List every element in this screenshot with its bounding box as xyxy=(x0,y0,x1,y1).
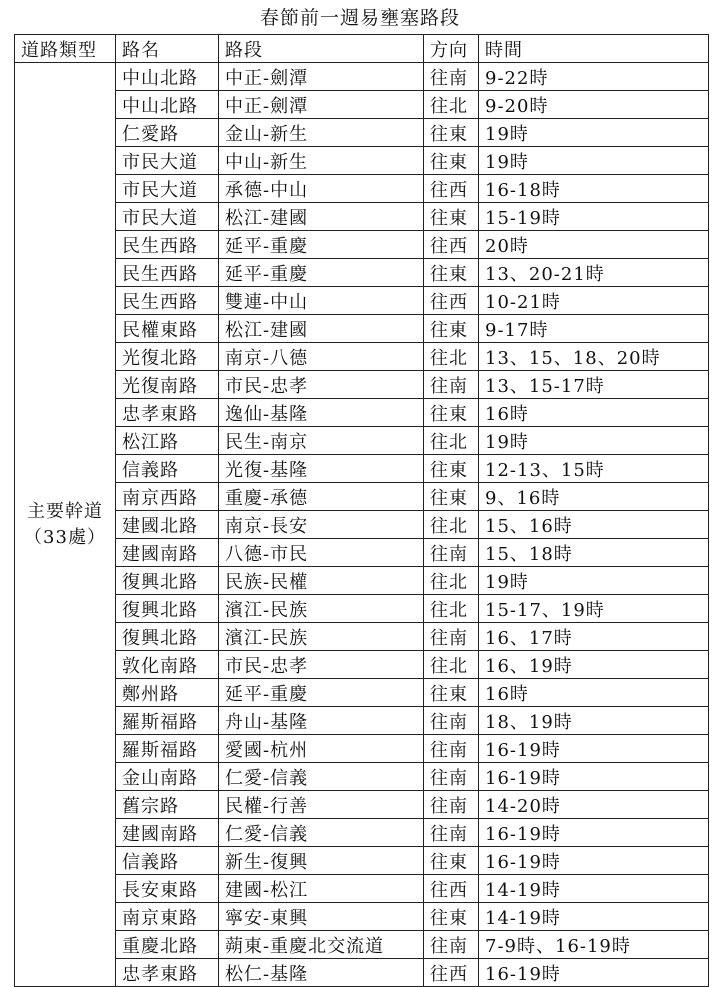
direction-cell: 往西 xyxy=(424,175,479,203)
segment-cell: 中山-新生 xyxy=(219,147,424,175)
direction-cell: 往南 xyxy=(424,623,479,651)
page-title: 春節前一週易壅塞路段 xyxy=(259,7,460,29)
segment-cell: 濱江-民族 xyxy=(219,623,424,651)
road-name-cell: 民生西路 xyxy=(116,259,219,287)
segment-cell: 承德-中山 xyxy=(219,175,424,203)
table-row xyxy=(15,91,709,119)
direction-cell: 往南 xyxy=(424,819,479,847)
direction-cell: 往東 xyxy=(424,203,479,231)
header-road-name: 路名 xyxy=(116,35,219,63)
road-name-cell: 建國南路 xyxy=(116,819,219,847)
road-name-cell: 建國南路 xyxy=(116,539,219,567)
road-name-cell: 建國北路 xyxy=(116,511,219,539)
time-cell: 16時 xyxy=(479,679,709,707)
direction-cell: 往東 xyxy=(424,455,479,483)
table-row xyxy=(15,399,709,427)
table-body xyxy=(15,63,709,987)
road-name-cell: 羅斯福路 xyxy=(116,735,219,763)
road-name-cell: 重慶北路 xyxy=(116,931,219,959)
direction-cell: 往北 xyxy=(424,595,479,623)
table-row xyxy=(15,203,709,231)
segment-cell: 民生-南京 xyxy=(219,427,424,455)
header-time: 時間 xyxy=(479,35,709,63)
road-name-cell: 敦化南路 xyxy=(116,651,219,679)
road-name-cell: 光復南路 xyxy=(116,371,219,399)
road-name-cell: 羅斯福路 xyxy=(116,707,219,735)
table-row xyxy=(15,595,709,623)
time-cell: 15、18時 xyxy=(479,539,709,567)
road-name-cell: 信義路 xyxy=(116,455,219,483)
segment-cell: 新生-復興 xyxy=(219,847,424,875)
segment-cell: 南京-長安 xyxy=(219,511,424,539)
time-cell: 15-19時 xyxy=(479,203,709,231)
time-cell: 13、20-21時 xyxy=(479,259,709,287)
road-name-cell: 復興北路 xyxy=(116,623,219,651)
table-row xyxy=(15,259,709,287)
time-cell: 14-20時 xyxy=(479,791,709,819)
road-name-cell: 民生西路 xyxy=(116,231,219,259)
direction-cell: 往南 xyxy=(424,763,479,791)
time-cell: 9、16時 xyxy=(479,483,709,511)
segment-cell: 蒴東-重慶北交流道 xyxy=(219,931,424,959)
segment-cell: 市民-忠孝 xyxy=(219,371,424,399)
segment-cell: 松仁-基隆 xyxy=(219,959,424,987)
segment-cell: 濱江-民族 xyxy=(219,595,424,623)
table-row xyxy=(15,763,709,791)
segment-cell: 中正-劍潭 xyxy=(219,63,424,91)
direction-cell: 往北 xyxy=(424,91,479,119)
table-row xyxy=(15,483,709,511)
table-row xyxy=(15,651,709,679)
direction-cell: 往北 xyxy=(424,651,479,679)
road-type-count: （33處） xyxy=(24,526,106,548)
direction-cell: 往北 xyxy=(424,567,479,595)
direction-cell: 往東 xyxy=(424,903,479,931)
direction-cell: 往北 xyxy=(424,511,479,539)
segment-cell: 民族-民權 xyxy=(219,567,424,595)
table-row xyxy=(15,735,709,763)
road-name-cell: 舊宗路 xyxy=(116,791,219,819)
road-name-cell: 長安東路 xyxy=(116,875,219,903)
time-cell: 9-22時 xyxy=(479,63,709,91)
table-row xyxy=(15,427,709,455)
header-direction: 方向 xyxy=(424,35,479,63)
segment-cell: 仁愛-信義 xyxy=(219,819,424,847)
time-cell: 16-19時 xyxy=(479,819,709,847)
time-cell: 16-19時 xyxy=(479,959,709,987)
segment-cell: 逸仙-基隆 xyxy=(219,399,424,427)
table-row xyxy=(15,63,709,91)
segment-cell: 舟山-基隆 xyxy=(219,707,424,735)
time-cell: 9-20時 xyxy=(479,91,709,119)
table-row xyxy=(15,791,709,819)
direction-cell: 往東 xyxy=(424,119,479,147)
segment-cell: 市民-忠孝 xyxy=(219,651,424,679)
time-cell: 16、17時 xyxy=(479,623,709,651)
header-segment: 路段 xyxy=(219,35,424,63)
road-name-cell: 市民大道 xyxy=(116,203,219,231)
direction-cell: 往南 xyxy=(424,791,479,819)
road-name-cell: 松江路 xyxy=(116,427,219,455)
direction-cell: 往南 xyxy=(424,371,479,399)
direction-cell: 往南 xyxy=(424,63,479,91)
road-name-cell: 南京西路 xyxy=(116,483,219,511)
segment-cell: 中正-劍潭 xyxy=(219,91,424,119)
table-row xyxy=(15,567,709,595)
road-name-cell: 復興北路 xyxy=(116,595,219,623)
direction-cell: 往南 xyxy=(424,707,479,735)
direction-cell: 往西 xyxy=(424,959,479,987)
table-row xyxy=(15,371,709,399)
time-cell: 9-17時 xyxy=(479,315,709,343)
table-row xyxy=(15,959,709,987)
direction-cell: 往北 xyxy=(424,427,479,455)
road-name-cell: 市民大道 xyxy=(116,147,219,175)
time-cell: 19時 xyxy=(479,119,709,147)
segment-cell: 雙連-中山 xyxy=(219,287,424,315)
time-cell: 16-19時 xyxy=(479,735,709,763)
road-name-cell: 鄭州路 xyxy=(116,679,219,707)
table-row xyxy=(15,931,709,959)
table-row xyxy=(15,539,709,567)
time-cell: 13、15-17時 xyxy=(479,371,709,399)
segment-cell: 光復-基隆 xyxy=(219,455,424,483)
road-name-cell: 忠孝東路 xyxy=(116,959,219,987)
direction-cell: 往東 xyxy=(424,483,479,511)
segment-cell: 松江-建國 xyxy=(219,315,424,343)
road-type-name: 主要幹道 xyxy=(27,500,103,522)
time-cell: 14-19時 xyxy=(479,903,709,931)
time-cell: 16時 xyxy=(479,399,709,427)
direction-cell: 往南 xyxy=(424,735,479,763)
time-cell: 18、19時 xyxy=(479,707,709,735)
time-cell: 19時 xyxy=(479,567,709,595)
road-name-cell: 民生西路 xyxy=(116,287,219,315)
table-row xyxy=(15,343,709,371)
table-header-row xyxy=(15,35,709,63)
segment-cell: 建國-松江 xyxy=(219,875,424,903)
direction-cell: 往東 xyxy=(424,399,479,427)
segment-cell: 南京-八德 xyxy=(219,343,424,371)
table-row xyxy=(15,875,709,903)
segment-cell: 松江-建國 xyxy=(219,203,424,231)
time-cell: 14-19時 xyxy=(479,875,709,903)
time-cell: 16-18時 xyxy=(479,175,709,203)
road-name-cell: 信義路 xyxy=(116,847,219,875)
table-row xyxy=(15,119,709,147)
segment-cell: 寧安-東興 xyxy=(219,903,424,931)
time-cell: 13、15、18、20時 xyxy=(479,343,709,371)
time-cell: 20時 xyxy=(479,231,709,259)
time-cell: 16-19時 xyxy=(479,763,709,791)
time-cell: 15-17、19時 xyxy=(479,595,709,623)
road-type-cell xyxy=(15,63,116,987)
road-name-cell: 光復北路 xyxy=(116,343,219,371)
table-row xyxy=(15,455,709,483)
time-cell: 10-21時 xyxy=(479,287,709,315)
direction-cell: 往東 xyxy=(424,315,479,343)
road-name-cell: 忠孝東路 xyxy=(116,399,219,427)
road-name-cell: 復興北路 xyxy=(116,567,219,595)
segment-cell: 八德-市民 xyxy=(219,539,424,567)
table-row xyxy=(15,511,709,539)
segment-cell: 金山-新生 xyxy=(219,119,424,147)
time-cell: 16-19時 xyxy=(479,847,709,875)
time-cell: 7-9時、16-19時 xyxy=(479,931,709,959)
segment-cell: 仁愛-信義 xyxy=(219,763,424,791)
table-row xyxy=(15,315,709,343)
congestion-table xyxy=(14,34,709,987)
table-row xyxy=(15,623,709,651)
direction-cell: 往西 xyxy=(424,231,479,259)
direction-cell: 往西 xyxy=(424,875,479,903)
table-row xyxy=(15,147,709,175)
road-name-cell: 中山北路 xyxy=(116,91,219,119)
segment-cell: 愛國-杭州 xyxy=(219,735,424,763)
time-cell: 16、19時 xyxy=(479,651,709,679)
time-cell: 19時 xyxy=(479,147,709,175)
road-name-cell: 民權東路 xyxy=(116,315,219,343)
table-row xyxy=(15,707,709,735)
table-row xyxy=(15,175,709,203)
segment-cell: 延平-重慶 xyxy=(219,679,424,707)
segment-cell: 重慶-承德 xyxy=(219,483,424,511)
time-cell: 19時 xyxy=(479,427,709,455)
direction-cell: 往南 xyxy=(424,539,479,567)
road-name-cell: 金山南路 xyxy=(116,763,219,791)
time-cell: 15、16時 xyxy=(479,511,709,539)
direction-cell: 往北 xyxy=(424,343,479,371)
direction-cell: 往東 xyxy=(424,147,479,175)
road-name-cell: 仁愛路 xyxy=(116,119,219,147)
segment-cell: 民權-行善 xyxy=(219,791,424,819)
table-row xyxy=(15,679,709,707)
direction-cell: 往東 xyxy=(424,847,479,875)
road-name-cell: 中山北路 xyxy=(116,63,219,91)
direction-cell: 往東 xyxy=(424,679,479,707)
direction-cell: 往西 xyxy=(424,287,479,315)
table-row xyxy=(15,903,709,931)
table-row xyxy=(15,819,709,847)
direction-cell: 往東 xyxy=(424,259,479,287)
road-name-cell: 南京東路 xyxy=(116,903,219,931)
segment-cell: 延平-重慶 xyxy=(219,231,424,259)
direction-cell: 往南 xyxy=(424,931,479,959)
segment-cell: 延平-重慶 xyxy=(219,259,424,287)
table-row xyxy=(15,847,709,875)
time-cell: 12-13、15時 xyxy=(479,455,709,483)
table-row xyxy=(15,231,709,259)
header-road-type: 道路類型 xyxy=(15,35,116,63)
table-row xyxy=(15,287,709,315)
road-name-cell: 市民大道 xyxy=(116,175,219,203)
